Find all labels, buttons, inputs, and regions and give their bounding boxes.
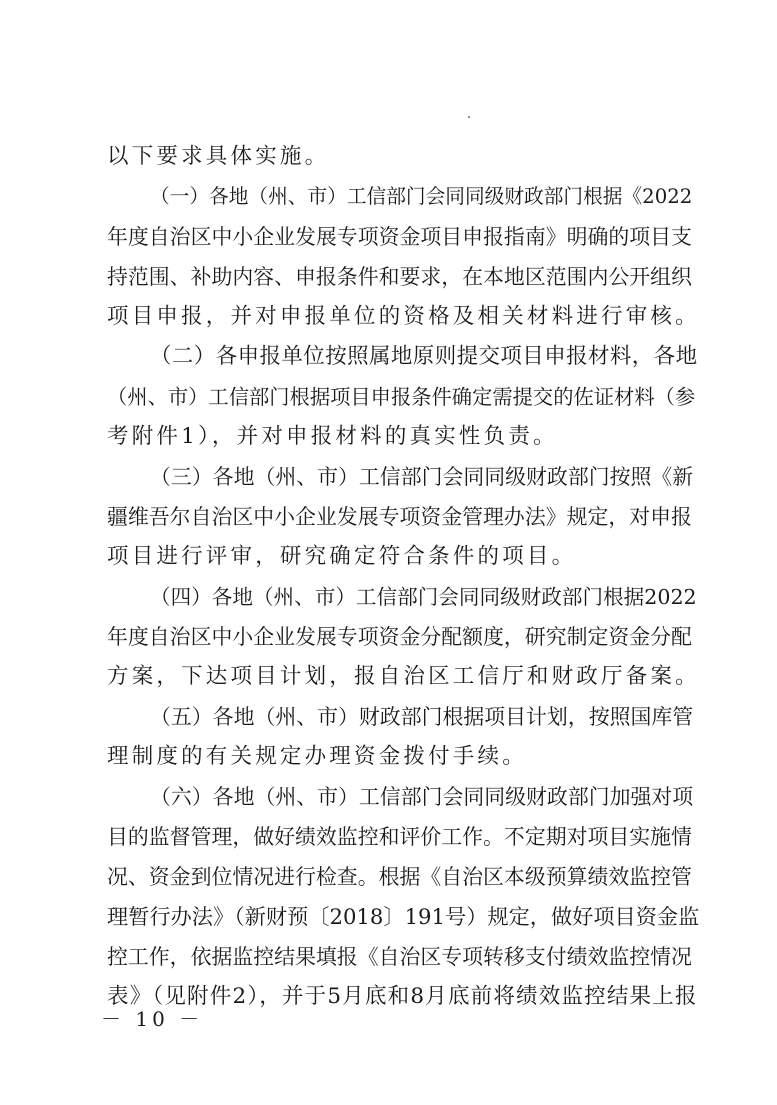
text-line: 持范围、补助内容、申报条件和要求，在本地区范围内公开组织 <box>107 265 692 289</box>
text-line: （二）各申报单位按照属地原则提交项目申报材料，各地 <box>150 344 698 369</box>
scan-speck <box>468 116 470 118</box>
text-line: 项目进行评审，研究确定符合条件的项目。 <box>107 544 577 569</box>
text-line: 况、资金到位情况进行检查。根据《自治区本级预算绩效监控管 <box>107 865 692 889</box>
text-line: （五）各地（州、市）财政部门根据项目计划，按照国库管 <box>150 705 694 729</box>
text-line: （一）各地（州、市）工信部门会同同级财政部门根据《2022 <box>150 185 693 208</box>
text-line: 以下要求具体实施。 <box>107 144 330 169</box>
text-line: （四）各地（州、市）工信部门会同同级财政部门根据2022 <box>150 585 697 609</box>
text-line: 理制度的有关规定办理资金拨付手续。 <box>107 744 527 769</box>
text-line: 理暂行办法》（新财预〔2018〕191号）规定，做好项目资金监 <box>107 904 700 929</box>
text-line: 控工作，依据监控结果填报《自治区专项转移支付绩效监控情况 <box>107 945 692 969</box>
text-line: 方案，下达项目计划，报自治区工信厅和财政厅备案。 <box>107 664 700 689</box>
page-number: － 10 － <box>101 1007 204 1031</box>
text-line: 目的监督管理，做好绩效监控和评价工作。不定期对项目实施情 <box>107 825 692 849</box>
text-line: （州、市）工信部门根据项目申报条件确定需提交的佐证材料（参 <box>107 385 696 409</box>
text-line: （六）各地（州、市）工信部门会同同级财政部门加强对项 <box>150 785 694 809</box>
text-line: （三）各地（州、市）工信部门会同同级财政部门按照《新 <box>150 465 694 489</box>
text-line: 疆维吾尔自治区中小企业发展专项资金管理办法》规定，对申报 <box>107 505 692 529</box>
text-line: 年度自治区中小企业发展专项资金分配额度，研究制定资金分配 <box>107 625 692 649</box>
text-line: 年度自治区中小企业发展专项资金项目申报指南》明确的项目支 <box>107 225 692 249</box>
text-line: 考附件1），并对申报材料的真实性负责。 <box>107 424 558 449</box>
text-line: 表》（见附件2），并于5月底和8月底前将绩效监控结果上报 <box>107 984 698 1009</box>
text-line: 项目申报，并对申报单位的资格及相关材料进行审核。 <box>107 304 700 329</box>
